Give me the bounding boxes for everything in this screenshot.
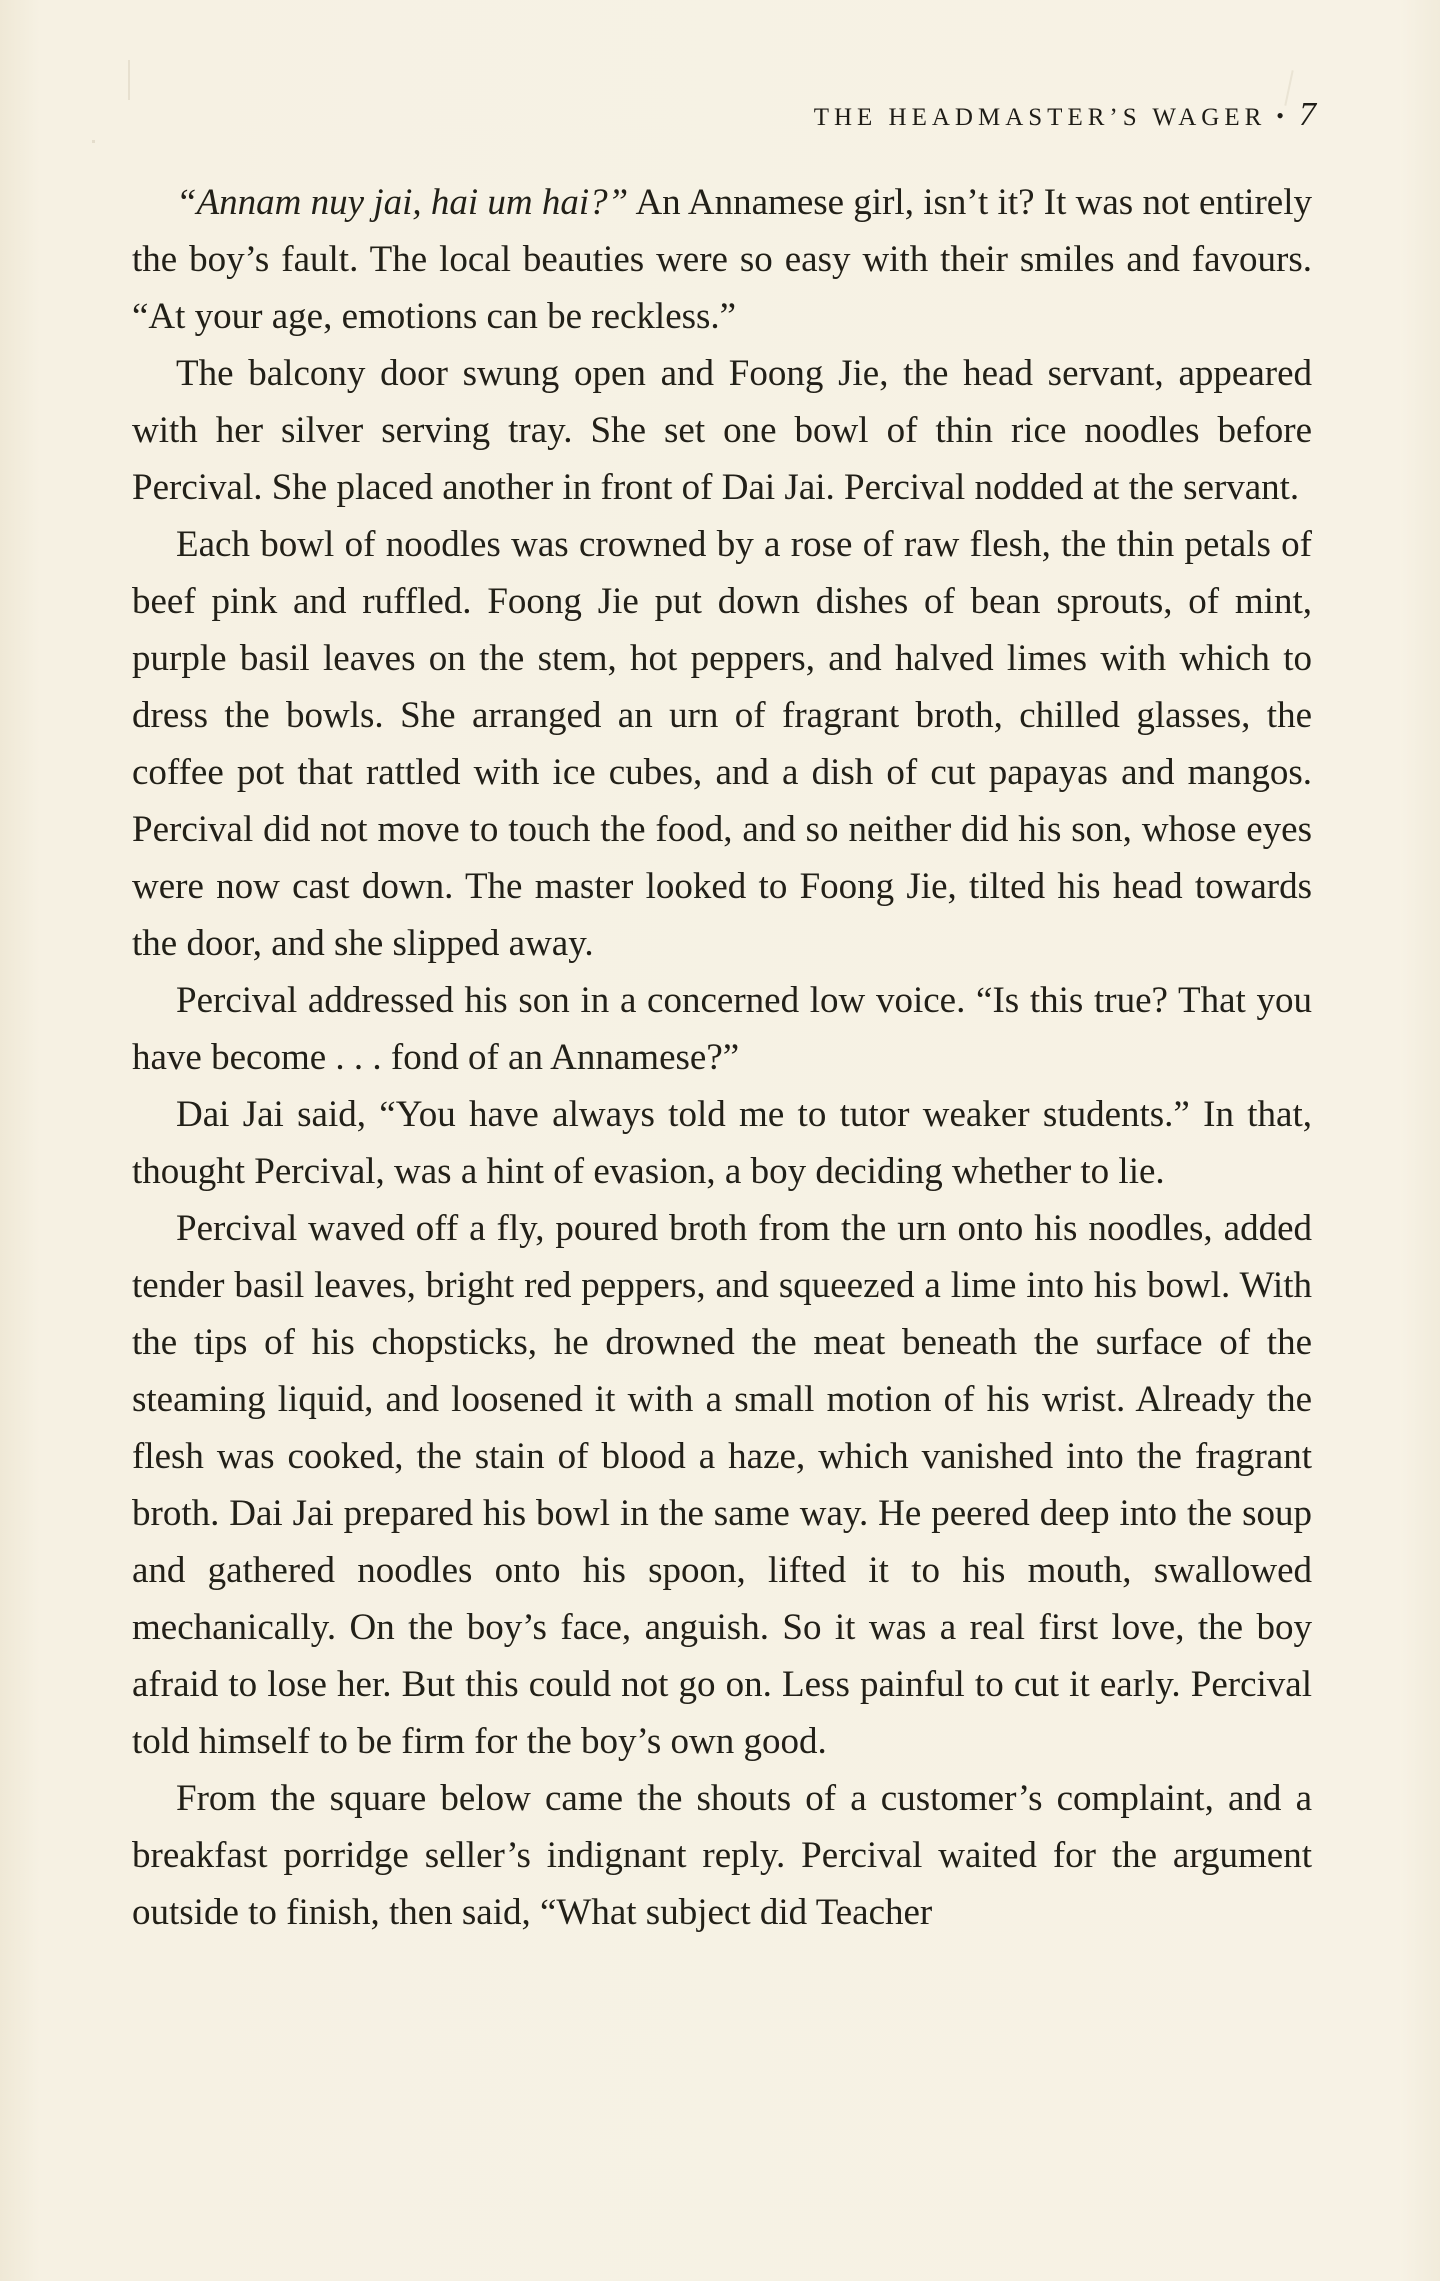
paragraph-3: Each bowl of noodles was crowned by a rose of raw flesh, the thin petals of beef pink and ruffled. Foong Jie put down dishes of bean sprouts, of mint, purple basil leaves on the stem, hot peppers, and halved limes with which to dress the bowls. She arranged an urn of fragrant broth, chilled glasses, the coffee pot that rattled with ice cubes, and a dish of cut papayas and mangos. Percival did not move to touch the food, and so neither did his son, whose eyes were now cast down. The master looked to Foong Jie, tilted his head towards the door, and she slipped away. (132, 524, 1312, 964)
page-number: 7 (1299, 96, 1316, 133)
paragraph-1-italic: “Annam nuy jai, hai um hai?” (176, 182, 629, 223)
paper-speck (128, 60, 130, 100)
paragraph-1-text: An Annamese girl, isn’t it? It was not entirely the boy’s fault. The local beauties were so easy with their smiles and favours. “At your age, emotions can be reckless.” (132, 182, 1312, 337)
running-header (814, 96, 1316, 134)
paragraph-4: Percival addressed his son in a concerned low voice. “Is this true? That you have become . . . fond of an Annamese?” (132, 980, 1312, 1078)
paragraph-2: The balcony door swung open and Foong Jie, the head servant, appeared with her silver serving tray. She set one bowl of thin rice noodles before Percival. She placed another in front of Dai Jai. Percival nodded at the servant. (132, 353, 1312, 508)
paragraph-7: From the square below came the shouts of a customer’s complaint, and a breakfast porridge seller’s indignant reply. Percival waited for the argument outside to finish, then said, “What subject did Teacher (132, 1778, 1312, 1933)
paragraph-6: Percival waved off a fly, poured broth from the urn onto his noodles, added tender basil leaves, bright red peppers, and squeezed a lime into his bowl. With the tips of his chopsticks, he drowned the meat beneath the surface of the steaming liquid, and loosened it with a small motion of his wrist. Already the flesh was cooked, the stain of blood a haze, which vanished into the fragrant broth. Dai Jai prepared his bowl in the same way. He peered deep into the soup and gathered noodles onto his spoon, lifted it to his mouth, swallowed mechanically. On the boy’s face, anguish. So it was a real first love, the boy afraid to lose her. But this could not go on. Less painful to cut it early. Percival told himself to be firm for the boy’s own good. (132, 1208, 1312, 1762)
paper-speck (92, 140, 95, 143)
paragraph-1 (132, 174, 1312, 345)
running-title: THE HEADMASTER’S WAGER (813, 104, 1267, 131)
paragraph-5: Dai Jai said, “You have always told me to tutor weaker students.” In that, thought Percival, was a hint of evasion, a boy deciding whether to lie. (132, 1094, 1312, 1192)
body-text (132, 174, 1312, 1941)
header-separator: • (1276, 103, 1289, 128)
